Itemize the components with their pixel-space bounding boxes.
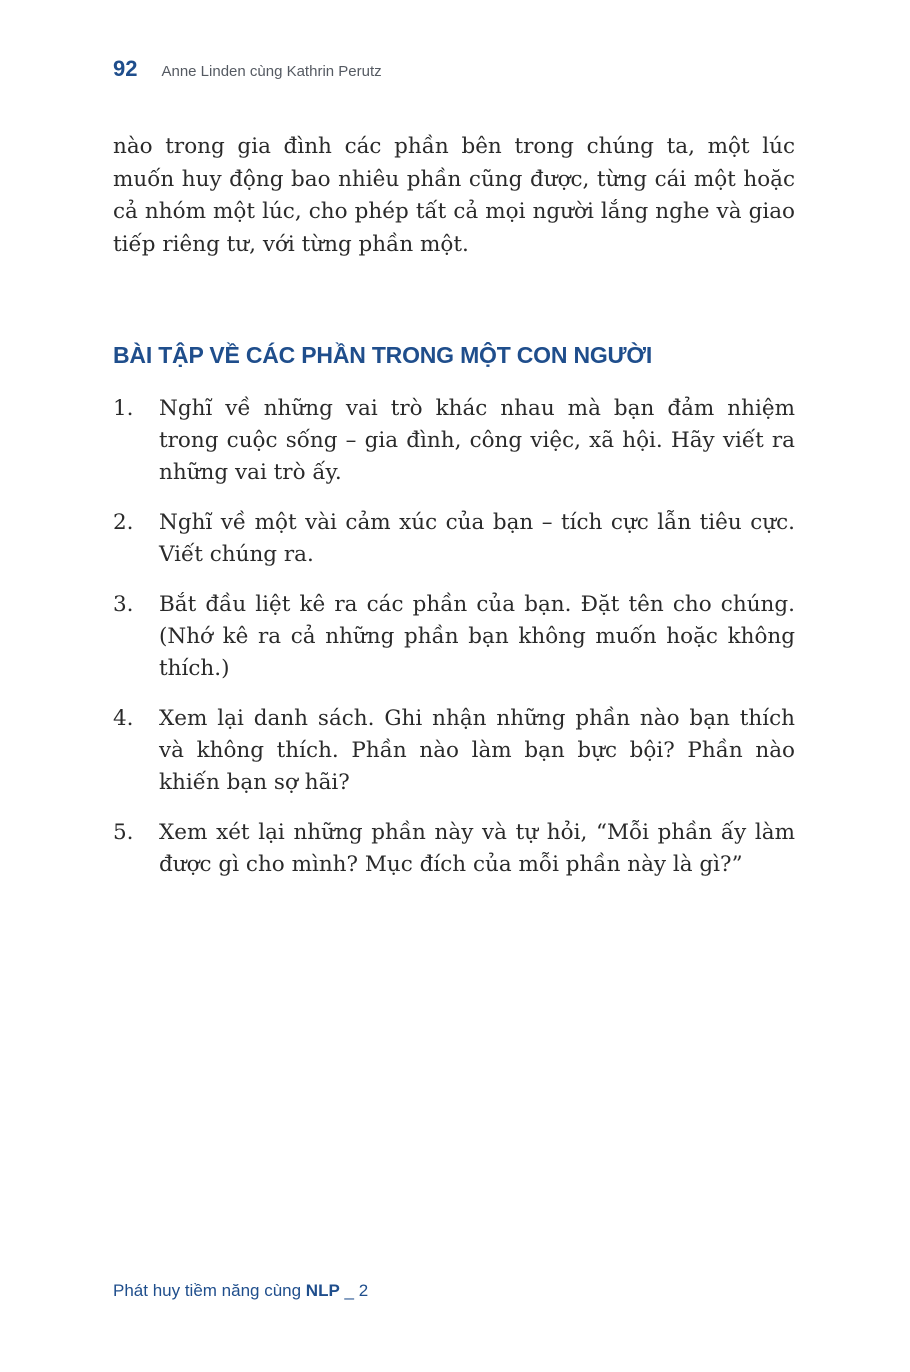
running-head bbox=[113, 56, 382, 82]
list-item-number: 5. bbox=[113, 820, 134, 845]
list-item bbox=[113, 393, 795, 489]
list-item-text: Nghĩ về những vai trò khác nhau mà bạn đảm nhiệm trong cuộc sống – gia đình, công việc, xã hội. Hãy viết ra những vai trò ấy. bbox=[159, 396, 795, 485]
list-item bbox=[113, 703, 795, 799]
page-number: 92 bbox=[113, 56, 138, 81]
body-paragraph: nào trong gia đình các phần bên trong chúng ta, một lúc muốn huy động bao nhiêu phần cũng được, từng cái một hoặc cả nhóm một lúc, cho phép tất cả mọi người lắng nghe và giao tiếp riêng tư, với từng phần một. bbox=[113, 134, 795, 257]
exercise-list bbox=[113, 393, 795, 899]
list-item-number: 3. bbox=[113, 592, 134, 617]
footer-suffix: _ 2 bbox=[339, 1281, 369, 1300]
footer bbox=[113, 1281, 368, 1301]
list-item-text: Bắt đầu liệt kê ra các phần của bạn. Đặt tên cho chúng. (Nhớ kê ra cả những phần bạn không muốn hoặc không thích.) bbox=[159, 592, 795, 681]
list-item bbox=[113, 817, 795, 881]
list-item-text: Xem xét lại những phần này và tự hỏi, “Mỗi phần ấy làm được gì cho mình? Mục đích của mỗi phần này là gì?” bbox=[159, 820, 795, 877]
list-item bbox=[113, 589, 795, 685]
list-item-text: Xem lại danh sách. Ghi nhận những phần nào bạn thích và không thích. Phần nào làm bạn bực bội? Phần nào khiến bạn sợ hãi? bbox=[159, 706, 795, 795]
running-title: Anne Linden cùng Kathrin Perutz bbox=[161, 63, 382, 80]
list-item bbox=[113, 507, 795, 571]
list-item-number: 4. bbox=[113, 706, 134, 731]
list-item-number: 2. bbox=[113, 510, 134, 535]
footer-prefix: Phát huy tiềm năng cùng bbox=[113, 1281, 306, 1300]
section-heading: BÀI TẬP VỀ CÁC PHẦN TRONG MỘT CON NGƯỜI bbox=[113, 342, 653, 368]
list-item-text: Nghĩ về một vài cảm xúc của bạn – tích cực lẫn tiêu cực. Viết chúng ra. bbox=[159, 510, 795, 567]
list-item-number: 1. bbox=[113, 396, 134, 421]
footer-nlp: NLP bbox=[305, 1281, 340, 1300]
